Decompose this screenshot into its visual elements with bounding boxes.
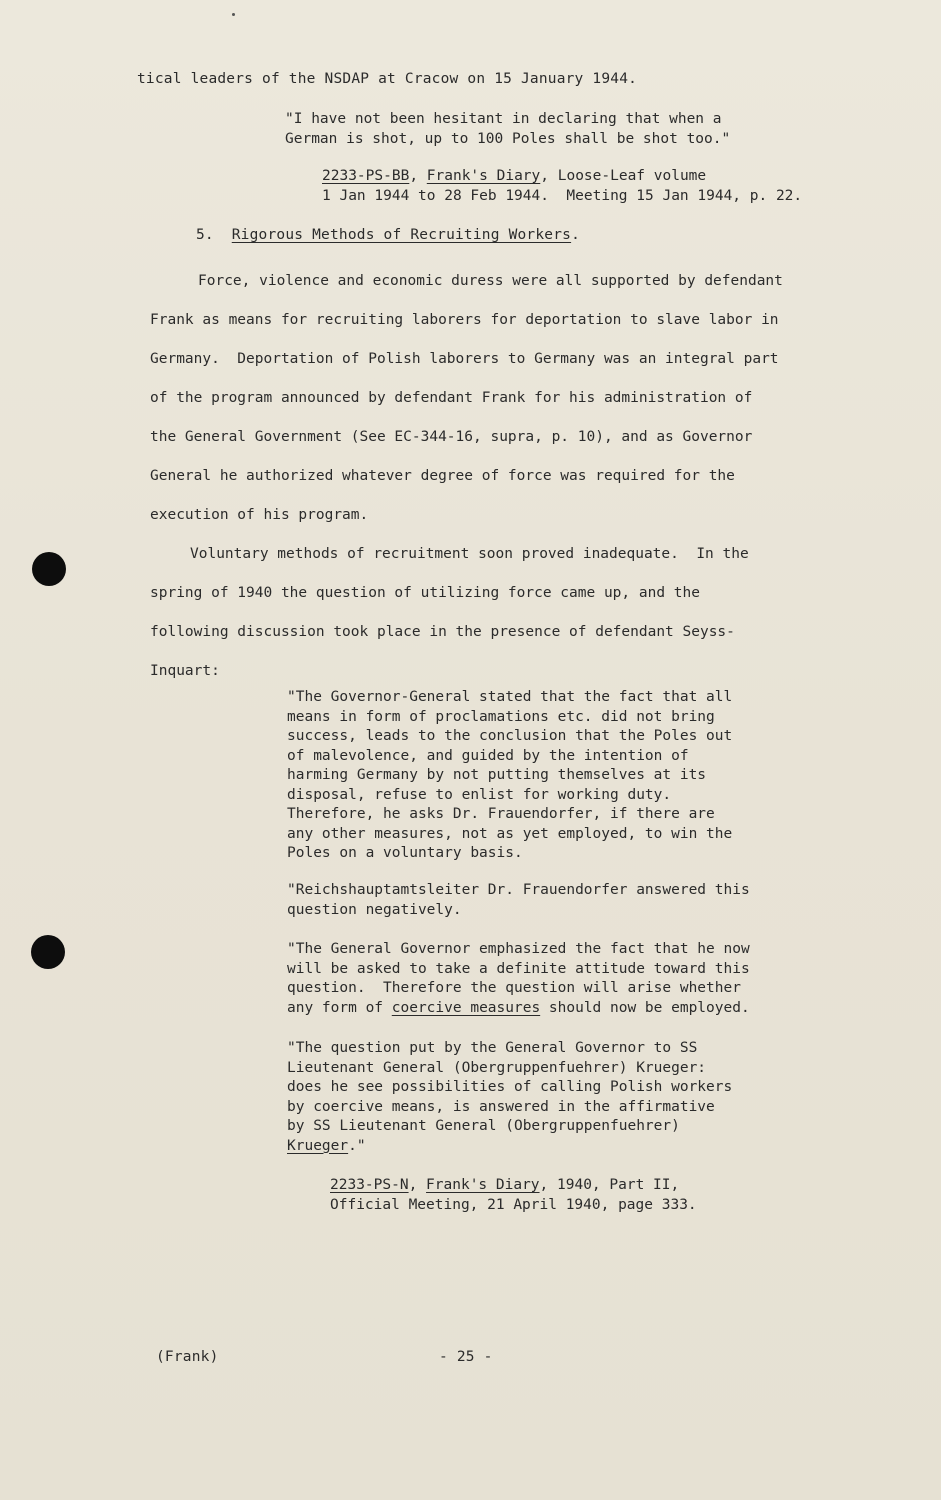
section-title: Rigorous Methods of Recruiting Workers — [231, 227, 572, 243]
quote-line: question negatively. — [287, 902, 462, 918]
footer-defendant: (Frank) — [156, 1349, 219, 1365]
quote-line: by coercive means, is answered in the affirmative — [287, 1098, 715, 1115]
citation-line: 2233-PS-N, Frank's Diary, 1940, Part II, — [330, 1177, 680, 1193]
quote-line: success, leads to the conclusion that the Poles out — [287, 728, 733, 744]
quote-line: Therefore, he asks Dr. Frauendorfer, if there are — [287, 806, 715, 822]
quote-line: Poles on a voluntary basis. — [287, 845, 523, 861]
krueger-underlined: Krueger — [287, 1137, 349, 1154]
punch-hole-lower — [31, 935, 65, 969]
paragraph-line: Frank as means for recruiting laborers for deportation to slave labor in — [150, 312, 779, 328]
quote-line: any other measures, not as yet employed, to win the — [287, 825, 733, 842]
quote-line: means in form of proclamations etc. did not bring — [287, 708, 715, 725]
section-number: 5. — [196, 227, 214, 243]
quote-definite-attitude — [287, 940, 750, 1018]
paragraph-line: the General Government (See EC-344-16, supra, p. 10), and as Governor — [150, 429, 753, 445]
quote-line: Krueger." — [287, 1137, 366, 1154]
paragraph-line: General he authorized whatever degree of force was required for the — [150, 468, 735, 484]
citation-line: 1 Jan 1944 to 28 Feb 1944. Meeting 15 Jan 1944, p. 22. — [322, 188, 803, 204]
coercive-measures-underlined: coercive measures — [391, 999, 541, 1016]
quote-line: harming Germany by not putting themselves at its — [287, 767, 707, 783]
paper-speck — [232, 13, 235, 16]
citation-ref-id: 2233-PS-N — [330, 1177, 409, 1193]
paragraph-line: Voluntary methods of recruitment soon proved inadequate. In the — [190, 546, 749, 562]
quote-frauendorfer — [287, 880, 750, 920]
paragraph-line: of the program announced by defendant Frank for his administration of — [150, 390, 753, 406]
quote-line: disposal, refuse to enlist for working duty. — [287, 786, 672, 803]
quote-line: by SS Lieutenant General (Obergruppenfuehrer) — [287, 1118, 680, 1134]
citation-diary-1944 — [322, 166, 802, 206]
quote-line: Lieutenant General (Obergruppenfuehrer) Krueger: — [287, 1059, 707, 1076]
citation-line: Official Meeting, 21 April 1940, page 333. — [330, 1197, 697, 1213]
quote-line: will be asked to take a definite attitude toward this — [287, 960, 750, 977]
paragraph-line: Inquart: — [150, 663, 220, 679]
quote-line: does he see possibilities of calling Polish workers — [287, 1079, 733, 1095]
citation-ref-id: 2233-PS-BB — [322, 168, 410, 184]
paragraph-line: execution of his program. — [150, 507, 369, 523]
quote-line: German is shot, up to 100 Poles shall be shot too." — [285, 131, 731, 147]
quote-line: "Reichshauptamtsleiter Dr. Frauendorfer answered this — [287, 882, 750, 898]
quote-line: of malevolence, and guided by the intention of — [287, 747, 689, 764]
punch-hole-upper — [32, 552, 66, 586]
paragraph-line: Germany. Deportation of Polish laborers to Germany was an integral part — [150, 351, 779, 367]
citation-line: 2233-PS-BB, Frank's Diary, Loose-Leaf volume — [322, 168, 707, 184]
quote-krueger — [287, 1039, 732, 1156]
quote-governor-general — [287, 688, 732, 864]
paragraph-voluntary-methods — [150, 535, 749, 691]
quote-line: "The General Governor emphasized the fact that he now — [287, 941, 750, 957]
paragraph-line: spring of 1940 the question of utilizing force came up, and the — [150, 585, 700, 601]
paragraph-line: Force, violence and economic duress were all supported by defendant — [198, 273, 783, 289]
quote-line: "I have not been hesitant in declaring that when a — [285, 111, 722, 127]
section-heading: 5. Rigorous Methods of Recruiting Workers. — [196, 227, 581, 243]
quote-line: any form of coercive measures should now be employed. — [287, 999, 750, 1016]
intro-line: tical leaders of the NSDAP at Cracow on 15 January 1944. — [137, 71, 638, 87]
citation-source: Frank's Diary — [426, 1177, 540, 1193]
citation-source: Frank's Diary — [426, 168, 541, 184]
footer-page-number: - 25 - — [439, 1349, 493, 1365]
citation-diary-1940 — [330, 1175, 697, 1215]
quote-hesitant — [285, 109, 730, 149]
quote-line: "The question put by the General Governor to SS — [287, 1040, 698, 1056]
quote-line: "The Governor-General stated that the fact that all — [287, 689, 733, 705]
paragraph-line: following discussion took place in the presence of defendant Seyss- — [150, 624, 735, 640]
paragraph-force-violence — [150, 262, 783, 535]
quote-line: question. Therefore the question will arise whether — [287, 980, 741, 996]
